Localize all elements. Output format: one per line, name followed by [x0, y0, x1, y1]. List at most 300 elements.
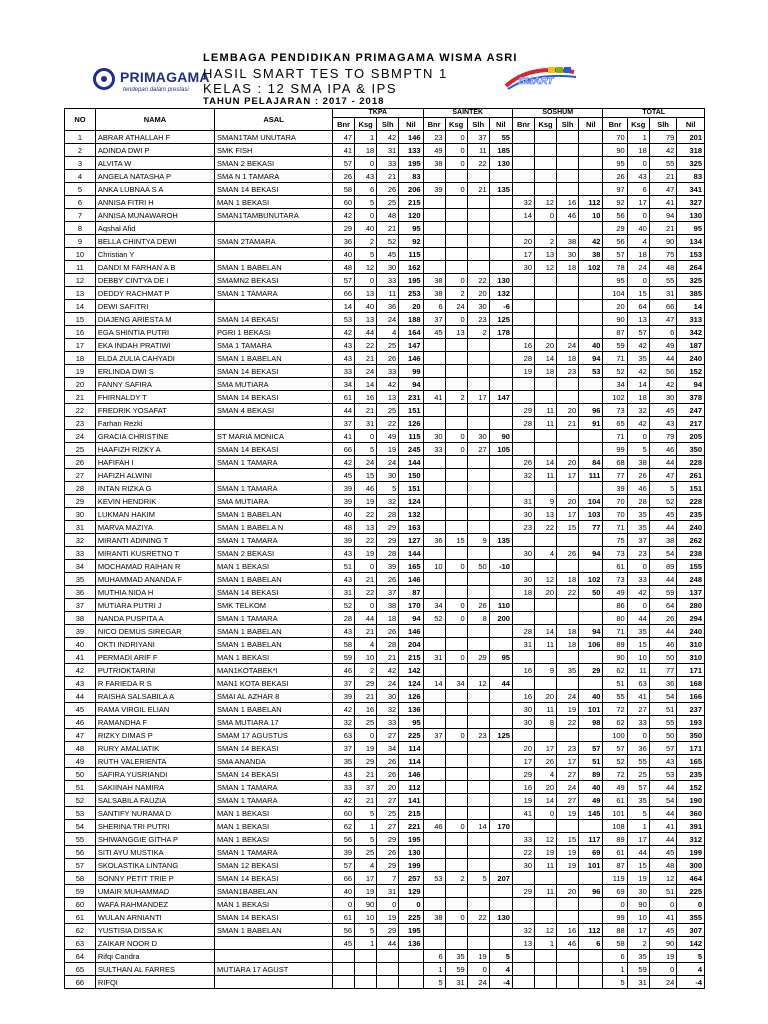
- cell-saintek-nil: [489, 261, 512, 274]
- table-row: [65, 937, 705, 950]
- cell-saintek-ksg: 2: [445, 391, 467, 404]
- cell-saintek-bnr: 46: [423, 820, 445, 833]
- cell-total-slh: 26: [649, 612, 677, 625]
- sub-ksg: Ksg: [445, 118, 467, 131]
- cell-tkpa-bnr: 37: [333, 417, 355, 430]
- cell-tkpa-bnr: 36: [333, 235, 355, 248]
- cell-no: 56: [65, 846, 96, 859]
- cell-soshum-bnr: 30: [512, 859, 534, 872]
- cell-saintek-slh: [467, 508, 489, 521]
- cell-total-slh: 0: [649, 963, 677, 976]
- cell-tkpa-nil: 126: [399, 417, 423, 430]
- cell-tkpa-bnr: 58: [333, 183, 355, 196]
- cell-total-nil: 350: [677, 443, 705, 456]
- cell-saintek-ksg: [445, 690, 467, 703]
- cell-total-nil: 310: [677, 651, 705, 664]
- cell-saintek-bnr: [423, 898, 445, 911]
- cell-total-bnr: 100: [603, 729, 627, 742]
- cell-soshum-ksg: 14: [535, 794, 557, 807]
- cell-asal: MAN1 KOTA BEKASI: [215, 677, 333, 690]
- cell-saintek-slh: [467, 378, 489, 391]
- cell-total-nil: 261: [677, 469, 705, 482]
- cell-no: 4: [65, 170, 96, 183]
- cell-total-bnr: 56: [603, 235, 627, 248]
- cell-saintek-nil: [489, 248, 512, 261]
- table-row: [65, 235, 705, 248]
- cell-asal: SMA MUTIARA 17: [215, 716, 333, 729]
- cell-saintek-ksg: [445, 378, 467, 391]
- cell-asal: SMAN 14 BEKASI: [215, 365, 333, 378]
- cell-total-nil: 341: [677, 183, 705, 196]
- cell-soshum-bnr: 32: [512, 196, 534, 209]
- cell-asal: SMAN 1 BABELAN: [215, 508, 333, 521]
- cell-soshum-nil: 106: [579, 638, 603, 651]
- table-row: [65, 300, 705, 313]
- cell-soshum-ksg: 22: [535, 521, 557, 534]
- cell-total-bnr: 75: [603, 534, 627, 547]
- cell-tkpa-slh: 30: [377, 690, 399, 703]
- cell-nama: MUHAMMAD ANANDA F: [95, 573, 214, 586]
- cell-soshum-ksg: 11: [535, 469, 557, 482]
- cell-tkpa-ksg: 46: [355, 482, 377, 495]
- cell-saintek-ksg: 35: [445, 950, 467, 963]
- cell-no: 7: [65, 209, 96, 222]
- cell-tkpa-slh: 20: [377, 781, 399, 794]
- cell-tkpa-nil: 130: [399, 846, 423, 859]
- cell-soshum-bnr: [512, 950, 534, 963]
- cell-total-ksg: 46: [627, 482, 649, 495]
- cell-nama: DEDDY RACHMAT P: [95, 287, 214, 300]
- cell-soshum-slh: [557, 729, 579, 742]
- cell-total-ksg: 44: [627, 612, 649, 625]
- cell-soshum-bnr: 23: [512, 521, 534, 534]
- cell-tkpa-bnr: 42: [333, 456, 355, 469]
- cell-tkpa-ksg: 5: [355, 443, 377, 456]
- cell-nama: YUSTISIA DISSA K: [95, 924, 214, 937]
- cell-asal: SMAN 1 TAMARA: [215, 794, 333, 807]
- cell-tkpa-bnr: 33: [333, 781, 355, 794]
- cell-soshum-bnr: 16: [512, 664, 534, 677]
- cell-saintek-slh: 22: [467, 274, 489, 287]
- cell-saintek-bnr: [423, 495, 445, 508]
- cell-soshum-ksg: [535, 300, 557, 313]
- cell-saintek-ksg: 0: [445, 430, 467, 443]
- cell-nama: Farhan Rezki: [95, 417, 214, 430]
- col-asal: ASAL: [215, 109, 333, 131]
- cell-soshum-ksg: [535, 443, 557, 456]
- cell-soshum-bnr: 26: [512, 456, 534, 469]
- cell-tkpa-ksg: 2: [355, 235, 377, 248]
- logo-tagline: tendepan dalam prestasi: [123, 87, 189, 93]
- cell-saintek-bnr: [423, 365, 445, 378]
- cell-total-bnr: 39: [603, 482, 627, 495]
- table-row: [65, 482, 705, 495]
- cell-saintek-ksg: 0: [445, 729, 467, 742]
- cell-saintek-nil: [489, 859, 512, 872]
- cell-tkpa-bnr: 44: [333, 404, 355, 417]
- cell-tkpa-nil: 132: [399, 508, 423, 521]
- cell-soshum-slh: 15: [557, 521, 579, 534]
- cell-saintek-nil: [489, 924, 512, 937]
- cell-tkpa-ksg: 24: [355, 365, 377, 378]
- table-row: [65, 313, 705, 326]
- cell-tkpa-nil: 204: [399, 638, 423, 651]
- cell-tkpa-ksg: 6: [355, 183, 377, 196]
- cell-soshum-nil: 94: [579, 352, 603, 365]
- cell-total-ksg: 35: [627, 352, 649, 365]
- cell-tkpa-slh: 5: [377, 482, 399, 495]
- cell-saintek-ksg: [445, 404, 467, 417]
- cell-tkpa-nil: 195: [399, 833, 423, 846]
- cell-nama: RURY AMALIATIK: [95, 742, 214, 755]
- cell-tkpa-bnr: 52: [333, 599, 355, 612]
- cell-total-slh: 54: [649, 690, 677, 703]
- cell-saintek-bnr: 30: [423, 430, 445, 443]
- cell-no: 35: [65, 573, 96, 586]
- cell-saintek-bnr: 36: [423, 534, 445, 547]
- table-row: [65, 963, 705, 976]
- cell-soshum-nil: [579, 950, 603, 963]
- table-row: [65, 768, 705, 781]
- cell-nama: SAKIINAH NAMIRA: [95, 781, 214, 794]
- cell-tkpa-ksg: 21: [355, 352, 377, 365]
- cell-no: 40: [65, 638, 96, 651]
- cell-soshum-ksg: 1: [535, 937, 557, 950]
- cell-tkpa-bnr: 37: [333, 677, 355, 690]
- cell-soshum-bnr: [512, 287, 534, 300]
- table-row: [65, 950, 705, 963]
- cell-soshum-nil: [579, 963, 603, 976]
- cell-total-slh: 49: [649, 339, 677, 352]
- cell-soshum-bnr: [512, 976, 534, 989]
- cell-nama: HAAFIZH RIZKY A: [95, 443, 214, 456]
- table-row: [65, 677, 705, 690]
- cell-total-ksg: 4: [627, 235, 649, 248]
- cell-saintek-ksg: [445, 833, 467, 846]
- cell-saintek-nil: -6: [489, 300, 512, 313]
- cell-tkpa-slh: 39: [377, 560, 399, 573]
- cell-saintek-slh: [467, 547, 489, 560]
- cell-total-nil: 300: [677, 859, 705, 872]
- cell-soshum-nil: [579, 976, 603, 989]
- cell-tkpa-ksg: 0: [355, 157, 377, 170]
- cell-saintek-ksg: [445, 638, 467, 651]
- cell-saintek-ksg: 0: [445, 651, 467, 664]
- cell-asal: MAN 1 BEKASI: [215, 833, 333, 846]
- cell-soshum-ksg: [535, 391, 557, 404]
- table-row: [65, 560, 705, 573]
- cell-tkpa-ksg: 1: [355, 820, 377, 833]
- cell-soshum-slh: [557, 131, 579, 144]
- cell-total-slh: 5: [649, 482, 677, 495]
- cell-saintek-bnr: [423, 235, 445, 248]
- cell-saintek-slh: 17: [467, 391, 489, 404]
- cell-soshum-ksg: 20: [535, 586, 557, 599]
- cell-total-nil: 201: [677, 131, 705, 144]
- cell-total-nil: 325: [677, 274, 705, 287]
- cell-soshum-ksg: [535, 157, 557, 170]
- cell-total-ksg: 33: [627, 716, 649, 729]
- cell-saintek-slh: [467, 586, 489, 599]
- sub-ksg: Ksg: [355, 118, 377, 131]
- cell-no: 64: [65, 950, 96, 963]
- cell-total-nil: 318: [677, 144, 705, 157]
- cell-asal: SMAN 2 BEKASI: [215, 157, 333, 170]
- cell-tkpa-ksg: 1: [355, 937, 377, 950]
- cell-tkpa-ksg: 21: [355, 768, 377, 781]
- cell-total-slh: 42: [649, 378, 677, 391]
- cell-soshum-slh: 35: [557, 664, 579, 677]
- report-title: HASIL SMART TES TO SBMPTN 1: [203, 66, 448, 81]
- cell-saintek-bnr: 23: [423, 131, 445, 144]
- cell-saintek-nil: [489, 755, 512, 768]
- cell-total-bnr: 52: [603, 755, 627, 768]
- cell-tkpa-bnr: 43: [333, 547, 355, 560]
- cell-total-nil: 171: [677, 742, 705, 755]
- cell-tkpa-ksg: 24: [355, 456, 377, 469]
- cell-saintek-bnr: [423, 456, 445, 469]
- cell-total-nil: 294: [677, 612, 705, 625]
- cell-total-nil: 228: [677, 456, 705, 469]
- cell-total-nil: 325: [677, 157, 705, 170]
- cell-nama: SHERINA TRI PUTRI: [95, 820, 214, 833]
- cell-soshum-nil: 101: [579, 703, 603, 716]
- cell-total-nil: 155: [677, 560, 705, 573]
- cell-saintek-nil: [489, 638, 512, 651]
- cell-soshum-nil: 102: [579, 573, 603, 586]
- cell-total-slh: 44: [649, 833, 677, 846]
- cell-asal: ST MARIA MONICA: [215, 430, 333, 443]
- cell-saintek-ksg: [445, 924, 467, 937]
- cell-total-bnr: 61: [603, 846, 627, 859]
- cell-total-slh: 47: [649, 183, 677, 196]
- cell-soshum-bnr: [512, 131, 534, 144]
- cell-soshum-nil: [579, 144, 603, 157]
- cell-no: 60: [65, 898, 96, 911]
- cell-total-ksg: 38: [627, 456, 649, 469]
- cell-saintek-nil: -10: [489, 560, 512, 573]
- cell-saintek-nil: [489, 404, 512, 417]
- cell-tkpa-ksg: 5: [355, 248, 377, 261]
- cell-tkpa-nil: 112: [399, 781, 423, 794]
- cell-tkpa-bnr: [333, 963, 355, 976]
- cell-tkpa-nil: 215: [399, 196, 423, 209]
- cell-tkpa-nil: 162: [399, 261, 423, 274]
- cell-total-slh: 52: [649, 495, 677, 508]
- cell-nama: SULTHAN AL FARRES: [95, 963, 214, 976]
- cell-soshum-slh: 15: [557, 833, 579, 846]
- sub-bnr: Bnr: [333, 118, 355, 131]
- cell-tkpa-nil: 147: [399, 339, 423, 352]
- cell-total-bnr: 0: [603, 898, 627, 911]
- cell-nama: GRACIA CHRISTINE: [95, 430, 214, 443]
- table-row: [65, 599, 705, 612]
- cell-soshum-bnr: [512, 534, 534, 547]
- cell-asal: SMAN 1 BABELAN: [215, 625, 333, 638]
- cell-saintek-slh: [467, 482, 489, 495]
- cell-soshum-slh: 20: [557, 456, 579, 469]
- cell-total-slh: 12: [649, 872, 677, 885]
- cell-soshum-ksg: [535, 430, 557, 443]
- cell-asal: [215, 300, 333, 313]
- cell-soshum-nil: 94: [579, 547, 603, 560]
- cell-total-slh: 50: [649, 651, 677, 664]
- cell-tkpa-ksg: 0: [355, 599, 377, 612]
- cell-tkpa-slh: 25: [377, 339, 399, 352]
- cell-soshum-ksg: 11: [535, 859, 557, 872]
- cell-asal: [215, 417, 333, 430]
- cell-total-slh: 51: [649, 885, 677, 898]
- cell-nama: SHIWANGGIE GITHA P: [95, 833, 214, 846]
- cell-asal: SMAN1TAMBUNUTARA: [215, 209, 333, 222]
- cell-total-slh: 44: [649, 456, 677, 469]
- table-row: [65, 404, 705, 417]
- cell-nama: RAISHA SALSABILA A: [95, 690, 214, 703]
- cell-saintek-bnr: 31: [423, 651, 445, 664]
- cell-tkpa-nil: 257: [399, 872, 423, 885]
- cell-tkpa-slh: 11: [377, 287, 399, 300]
- cell-no: 59: [65, 885, 96, 898]
- cell-total-ksg: 2: [627, 937, 649, 950]
- cell-soshum-ksg: 18: [535, 365, 557, 378]
- cell-saintek-slh: 24: [467, 976, 489, 989]
- cell-tkpa-bnr: 39: [333, 846, 355, 859]
- cell-soshum-bnr: 19: [512, 365, 534, 378]
- cell-total-slh: 44: [649, 807, 677, 820]
- cell-nama: INTAN RIZKA G: [95, 482, 214, 495]
- cell-tkpa-bnr: 33: [333, 365, 355, 378]
- cell-saintek-slh: [467, 404, 489, 417]
- cell-soshum-slh: [557, 430, 579, 443]
- cell-saintek-nil: [489, 417, 512, 430]
- class-title: KELAS : 12 SMA IPA & IPS: [203, 81, 398, 96]
- cell-tkpa-bnr: 28: [333, 612, 355, 625]
- cell-total-bnr: 89: [603, 833, 627, 846]
- cell-saintek-ksg: [445, 417, 467, 430]
- cell-tkpa-nil: 245: [399, 443, 423, 456]
- cell-soshum-ksg: 19: [535, 846, 557, 859]
- cell-total-bnr: 101: [603, 807, 627, 820]
- cell-asal: SMA MUTIARA: [215, 495, 333, 508]
- cell-asal: SMA N 1 TAMARA: [215, 170, 333, 183]
- cell-saintek-nil: 170: [489, 820, 512, 833]
- cell-saintek-slh: 50: [467, 560, 489, 573]
- cell-saintek-slh: 30: [467, 300, 489, 313]
- cell-soshum-ksg: [535, 599, 557, 612]
- cell-soshum-ksg: 11: [535, 417, 557, 430]
- cell-soshum-slh: 27: [557, 768, 579, 781]
- cell-saintek-nil: 125: [489, 313, 512, 326]
- cell-tkpa-nil: 99: [399, 365, 423, 378]
- cell-total-bnr: 102: [603, 391, 627, 404]
- cell-total-nil: 228: [677, 495, 705, 508]
- cell-soshum-bnr: 33: [512, 833, 534, 846]
- cell-no: 26: [65, 456, 96, 469]
- cell-soshum-bnr: 30: [512, 573, 534, 586]
- cell-saintek-bnr: [423, 768, 445, 781]
- cell-saintek-slh: 22: [467, 157, 489, 170]
- cell-soshum-nil: [579, 287, 603, 300]
- cell-total-nil: -4: [677, 976, 705, 989]
- table-row: [65, 495, 705, 508]
- table-row: [65, 391, 705, 404]
- cell-total-nil: 240: [677, 625, 705, 638]
- cell-saintek-ksg: [445, 222, 467, 235]
- cell-tkpa-ksg: 40: [355, 300, 377, 313]
- cell-saintek-ksg: [445, 456, 467, 469]
- table-row: [65, 378, 705, 391]
- cell-tkpa-bnr: 42: [333, 794, 355, 807]
- cell-saintek-bnr: [423, 885, 445, 898]
- cell-no: 21: [65, 391, 96, 404]
- cell-soshum-bnr: 29: [512, 885, 534, 898]
- sub-slh: Slh: [557, 118, 579, 131]
- cell-total-slh: 44: [649, 521, 677, 534]
- cell-asal: MAN 1 BEKASI: [215, 651, 333, 664]
- cell-total-bnr: 61: [603, 560, 627, 573]
- cell-total-slh: 30: [649, 391, 677, 404]
- cell-asal: MUTIARA 17 AGUST: [215, 963, 333, 976]
- cell-soshum-nil: [579, 274, 603, 287]
- cell-total-bnr: 73: [603, 547, 627, 560]
- cell-total-nil: 360: [677, 807, 705, 820]
- cell-total-slh: 36: [649, 677, 677, 690]
- cell-tkpa-nil: 195: [399, 924, 423, 937]
- cell-soshum-nil: [579, 872, 603, 885]
- cell-total-slh: 51: [649, 703, 677, 716]
- cell-soshum-ksg: 13: [535, 508, 557, 521]
- cell-soshum-ksg: 12: [535, 196, 557, 209]
- cell-saintek-ksg: 0: [445, 183, 467, 196]
- cell-soshum-bnr: 32: [512, 469, 534, 482]
- cell-tkpa-nil: 127: [399, 534, 423, 547]
- cell-saintek-ksg: 15: [445, 534, 467, 547]
- cell-saintek-ksg: [445, 508, 467, 521]
- cell-soshum-ksg: 17: [535, 742, 557, 755]
- cell-soshum-bnr: 29: [512, 404, 534, 417]
- cell-saintek-ksg: [445, 781, 467, 794]
- cell-total-slh: 44: [649, 352, 677, 365]
- cell-soshum-bnr: [512, 560, 534, 573]
- cell-total-nil: 235: [677, 768, 705, 781]
- cell-saintek-bnr: [423, 755, 445, 768]
- cell-soshum-nil: 49: [579, 794, 603, 807]
- cell-soshum-bnr: 32: [512, 924, 534, 937]
- cell-saintek-slh: [467, 846, 489, 859]
- cell-soshum-bnr: [512, 157, 534, 170]
- cell-nama: HAFIFAH I: [95, 456, 214, 469]
- table-row: [65, 443, 705, 456]
- cell-tkpa-ksg: 0: [355, 274, 377, 287]
- cell-total-bnr: 71: [603, 521, 627, 534]
- cell-tkpa-slh: 34: [377, 742, 399, 755]
- cell-tkpa-bnr: 39: [333, 690, 355, 703]
- cell-saintek-ksg: 0: [445, 612, 467, 625]
- cell-nama: ANNISA MUNAWAROH: [95, 209, 214, 222]
- cell-saintek-nil: 4: [489, 963, 512, 976]
- cell-saintek-slh: [467, 690, 489, 703]
- cell-soshum-nil: [579, 170, 603, 183]
- cell-total-bnr: 119: [603, 872, 627, 885]
- cell-tkpa-nil: 95: [399, 716, 423, 729]
- cell-soshum-ksg: [535, 729, 557, 742]
- cell-total-bnr: 90: [603, 651, 627, 664]
- cell-soshum-slh: [557, 898, 579, 911]
- cell-asal: SMAN 1 BABELAN: [215, 573, 333, 586]
- cell-total-bnr: 68: [603, 456, 627, 469]
- cell-tkpa-nil: 164: [399, 326, 423, 339]
- cell-saintek-nil: 135: [489, 183, 512, 196]
